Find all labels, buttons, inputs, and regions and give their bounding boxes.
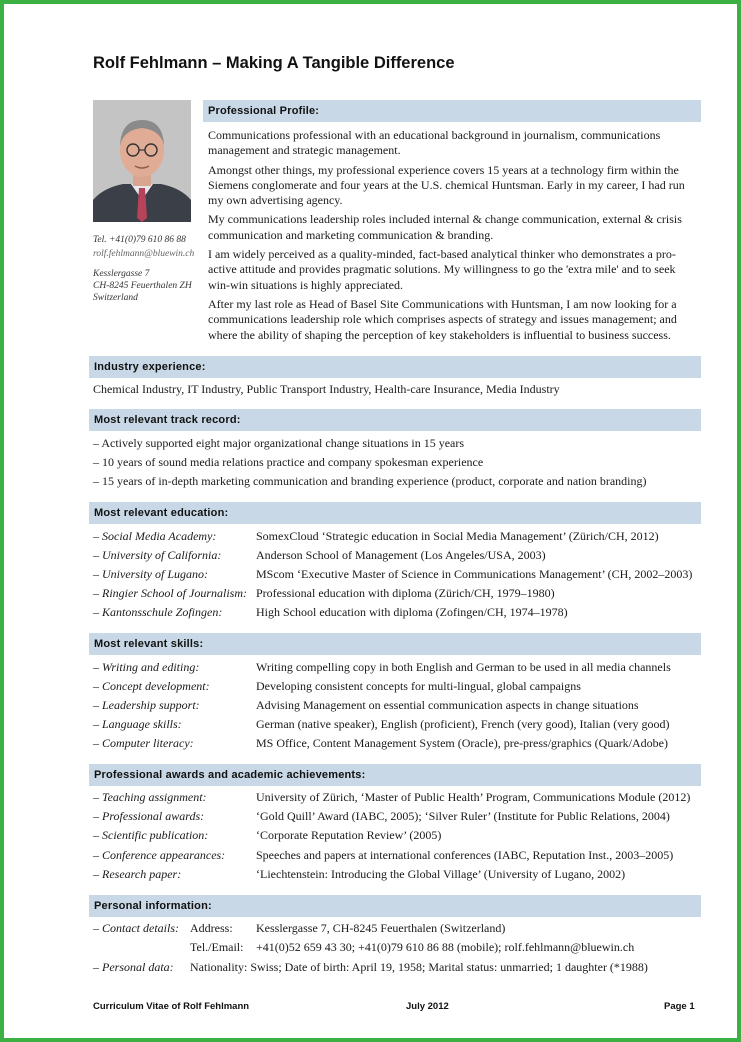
footer-document-title: Curriculum Vitae of Rolf Fehlmann [93, 1001, 250, 1012]
education-label: – Ringier School of Journalism: [93, 586, 247, 600]
skills-value: German (native speaker), English (proficient), French (very good), Italian (very good) [256, 717, 670, 731]
profile-text [208, 128, 698, 347]
skills-label: – Computer literacy: [93, 736, 194, 750]
sidebar-email[interactable]: rolf.fehlmann@bluewin.ch [93, 249, 195, 259]
sidebar-address [93, 268, 192, 304]
education-label: – University of California: [93, 548, 222, 562]
awards-label: – Research paper: [93, 867, 182, 881]
personal-data-label: – Personal data: [93, 960, 174, 974]
skills-heading: Most relevant skills: [89, 633, 701, 655]
track-record-item: – 10 years of sound media relations practice and company spokesman experience [93, 455, 484, 469]
portrait-photo [93, 100, 191, 222]
education-label: – Kantonsschule Zofingen: [93, 605, 223, 619]
personal-tel-key: Tel./Email: [190, 940, 244, 954]
sidebar-address-line: Switzerland [93, 293, 138, 303]
sidebar-address-line: CH-8245 Feuerthalen ZH [93, 281, 192, 291]
sidebar-phone: Tel. +41(0)79 610 86 88 [93, 235, 186, 245]
education-value: MScom ‘Executive Master of Science in Communications Management’ (CH, 2002–2003) [256, 567, 693, 581]
footer-page-number: Page 1 [664, 1001, 695, 1012]
awards-label: – Professional awards: [93, 809, 205, 823]
education-label: – Social Media Academy: [93, 529, 217, 543]
skills-label: – Concept development: [93, 679, 210, 693]
profile-paragraph: After my last role as Head of Basel Site Communications with Huntsman, I am now looking for a communications leadership role which comprises aspects of strategy and issues management; and where the ability of shaping the perception of key stakeholders is influential to business success. [208, 296, 677, 342]
education-label: – University of Lugano: [93, 567, 208, 581]
skills-value: Advising Management on essential communication aspects in change situations [256, 698, 639, 712]
industry-heading: Industry experience: [89, 356, 701, 378]
awards-label: – Teaching assignment: [93, 790, 207, 804]
profile-paragraph: Communications professional with an educational background in journalism, communications management and strategic management. [208, 128, 661, 158]
personal-heading: Personal information: [89, 895, 701, 917]
personal-address-value: Kesslergasse 7, CH-8245 Feuerthalen (Switzerland) [256, 921, 506, 935]
education-value: Professional education with diploma (Zürich/CH, 1979–1980) [256, 586, 555, 600]
awards-value: ‘Liechtenstein: Introducing the Global Village’ (University of Lugano, 2002) [256, 867, 626, 881]
awards-value: University of Zürich, ‘Master of Public Health’ Program, Communications Module (2012) [256, 790, 691, 804]
skills-value: MS Office, Content Management System (Oracle), pre-press/graphics (Quark/Adobe) [256, 736, 668, 750]
profile-heading: Professional Profile: [203, 100, 701, 122]
skills-label: – Leadership support: [93, 698, 200, 712]
profile-paragraph: I am widely perceived as a quality-minded, fact-based analytical thinker who demonstrates a pro-active attitude and provides pragmatic solutions. My willingness to go the 'extra mile' and to seek win-win situations is highly appreciated. [208, 247, 676, 292]
track-record-heading: Most relevant track record: [89, 409, 701, 431]
personal-address-key: Address: [190, 921, 233, 935]
education-value: High School education with diploma (Zofingen/CH, 1974–1978) [256, 605, 568, 619]
awards-value: ‘Gold Quill’ Award (IABC, 2005); ‘Silver Ruler’ (Institute for Public Relations, 2004) [256, 809, 670, 823]
profile-paragraph: Amongst other things, my professional experience covers 15 years at a technology firm within the Siemens conglomerate and four years at the U.S. chemical Huntsman. Early in my career, I had run my own advertising agency. [208, 162, 685, 208]
page-title: Rolf Fehlmann – Making A Tangible Difference [93, 54, 455, 72]
skills-label: – Language skills: [93, 717, 182, 731]
awards-value: ‘Corporate Reputation Review’ (2005) [256, 828, 442, 842]
awards-label: – Conference appearances: [93, 848, 226, 862]
personal-data-value: Nationality: Swiss; Date of birth: April 19, 1958; Marital status: unmarried; 1 daughter (*1988) [190, 960, 648, 974]
skills-value: Writing compelling copy in both English and German to be used in all media channels [256, 660, 671, 674]
education-value: SomexCloud ‘Strategic education in Social Media Management’ (Zürich/CH, 2012) [256, 529, 659, 543]
profile-paragraph: My communications leadership roles included internal & change communication, external & crisis communication and marketing communication & branding. [208, 212, 682, 242]
awards-value: Speeches and papers at international conferences (IABC, Reputation Inst., 2003–2005) [256, 848, 674, 862]
awards-heading: Professional awards and academic achievements: [89, 764, 701, 786]
awards-label: – Scientific publication: [93, 828, 209, 842]
footer-date: July 2012 [406, 1001, 449, 1012]
personal-tel-value: +41(0)52 659 43 30; +41(0)79 610 86 88 (mobile); rolf.fehlmann@bluewin.ch [256, 940, 635, 954]
education-value: Anderson School of Management (Los Angeles/USA, 2003) [256, 548, 546, 562]
education-heading: Most relevant education: [89, 502, 701, 524]
track-record-item: – Actively supported eight major organizational change situations in 15 years [93, 436, 465, 450]
industry-text: Chemical Industry, IT Industry, Public Transport Industry, Health-care Insurance, Media Industry [93, 382, 560, 396]
skills-value: Developing consistent concepts for multi-lingual, global campaigns [256, 679, 581, 693]
track-record-item: – 15 years of in-depth marketing communication and branding experience (product, corporate and nation branding) [93, 474, 647, 488]
skills-label: – Writing and editing: [93, 660, 200, 674]
personal-contact-label: – Contact details: [93, 921, 179, 935]
sidebar-address-line: Kesslergasse 7 [93, 269, 150, 279]
